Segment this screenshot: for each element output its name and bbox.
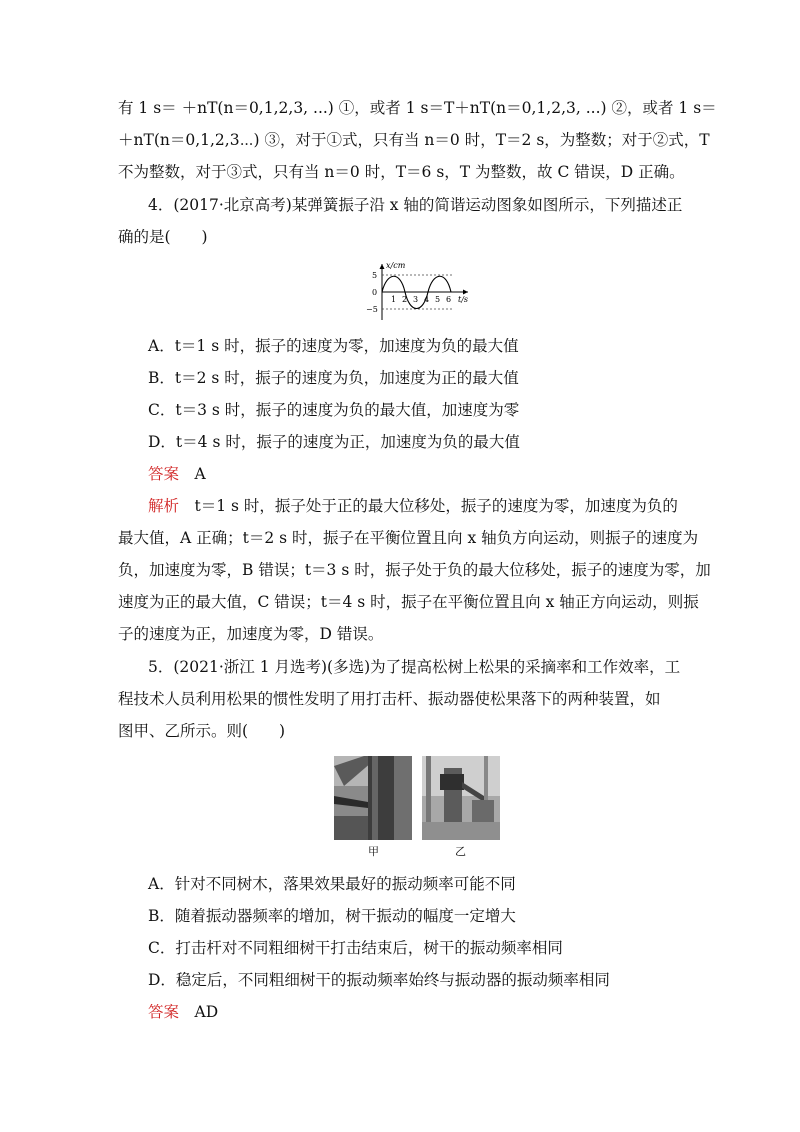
answer-value: A bbox=[194, 465, 206, 483]
analysis-line: 最大值，A 正确；t＝2 s 时，振子在平衡位置且向 x 轴负方向运动，则振子的速度为 bbox=[118, 529, 699, 547]
text-line: ＋nT(n＝0,1,2,3⋯) ③，对于①式，只有当 n＝0 时，T＝2 s，为整数；对于②式，T bbox=[118, 131, 710, 149]
x-tick: 1 bbox=[391, 295, 397, 304]
caption-yi: 乙 bbox=[455, 845, 466, 858]
analysis-line bbox=[148, 495, 678, 517]
caption-jia: 甲 bbox=[368, 845, 379, 858]
option-d: D．稳定后，不同粗细树干的振动频率始终与振动器的振动频率相同 bbox=[148, 971, 610, 989]
photo-left-tree-striker bbox=[334, 756, 412, 840]
y-axis-arrow bbox=[380, 264, 385, 269]
analysis-line: 子的速度为正，加速度为零，D 错误。 bbox=[118, 625, 384, 643]
y-axis-label: x/cm bbox=[386, 261, 406, 270]
x-axis-arrow bbox=[463, 290, 468, 295]
y-tick-0: 0 bbox=[372, 288, 378, 297]
text-line: 不为整数，对于③式，只有当 n＝0 时，T＝6 s，T 为整数，故 C 错误，D 正确。 bbox=[118, 163, 685, 181]
text-line: 有 1 s＝ ＋nT(n＝0,1,2,3, ...) ①，或者 1 s＝T＋nT(n＝0,1,2,3, ...) ②，或者 1 s＝ bbox=[118, 99, 717, 117]
x-tick: 3 bbox=[413, 295, 419, 304]
y-tick-5: 5 bbox=[372, 271, 378, 280]
displacement-time-graph bbox=[360, 258, 480, 324]
answer-line bbox=[148, 1001, 218, 1023]
option-b: B．t＝2 s 时，振子的速度为负，加速度为正的最大值 bbox=[148, 369, 519, 387]
option-c: C．t＝3 s 时，振子的速度为负的最大值，加速度为零 bbox=[148, 401, 520, 419]
analysis-text: t＝1 s 时，振子处于正的最大位移处，振子的速度为零，加速度为负的 bbox=[194, 497, 678, 515]
answer-value: AD bbox=[194, 1003, 219, 1021]
question-4-stem-cont: 确的是( ) bbox=[118, 228, 208, 246]
analysis-line: 负，加速度为零，B 错误；t＝3 s 时，振子处于负的最大位移处，振子的速度为零，加 bbox=[118, 561, 711, 579]
answer-label: 答案 bbox=[148, 465, 180, 483]
option-c: C．打击杆对不同粗细树干打击结束后，树干的振动频率相同 bbox=[148, 939, 563, 957]
question-5-stem-cont: 图甲、乙所示。则( ) bbox=[118, 722, 286, 740]
answer-label: 答案 bbox=[148, 1003, 180, 1021]
question-5-stem-cont: 程技术人员利用松果的惯性发明了用打击杆、振动器使松果落下的两种装置，如 bbox=[118, 690, 661, 708]
x-tick: 2 bbox=[402, 295, 408, 304]
option-a: A．t＝1 s 时，振子的速度为零，加速度为负的最大值 bbox=[148, 337, 519, 355]
x-axis-label: t/s bbox=[458, 295, 469, 304]
question-5-stem: 5．(2021·浙江 1 月选考)(多选)为了提高松树上松果的采摘率和工作效率，工 bbox=[148, 658, 681, 676]
option-d: D．t＝4 s 时，振子的速度为正，加速度为负的最大值 bbox=[148, 433, 520, 451]
option-b: B．随着振动器频率的增加，树干振动的幅度一定增大 bbox=[148, 907, 516, 925]
question-4-stem: 4．(2017·北京高考)某弹簧振子沿 x 轴的简谐运动图象如图所示，下列描述正 bbox=[148, 196, 683, 214]
answer-line bbox=[148, 463, 206, 485]
x-tick: 6 bbox=[446, 295, 452, 304]
photo-right-tree-shaker bbox=[422, 756, 500, 840]
x-tick: 4 bbox=[424, 295, 430, 304]
x-tick: 5 bbox=[435, 295, 441, 304]
y-tick-neg5: −5 bbox=[366, 305, 378, 314]
option-a: A．针对不同树木，落果效果最好的振动频率可能不同 bbox=[148, 875, 516, 893]
analysis-line: 速度为正的最大值，C 错误；t＝4 s 时，振子在平衡位置且向 x 轴正方向运动，则振 bbox=[118, 593, 699, 611]
analysis-label: 解析 bbox=[148, 497, 180, 515]
